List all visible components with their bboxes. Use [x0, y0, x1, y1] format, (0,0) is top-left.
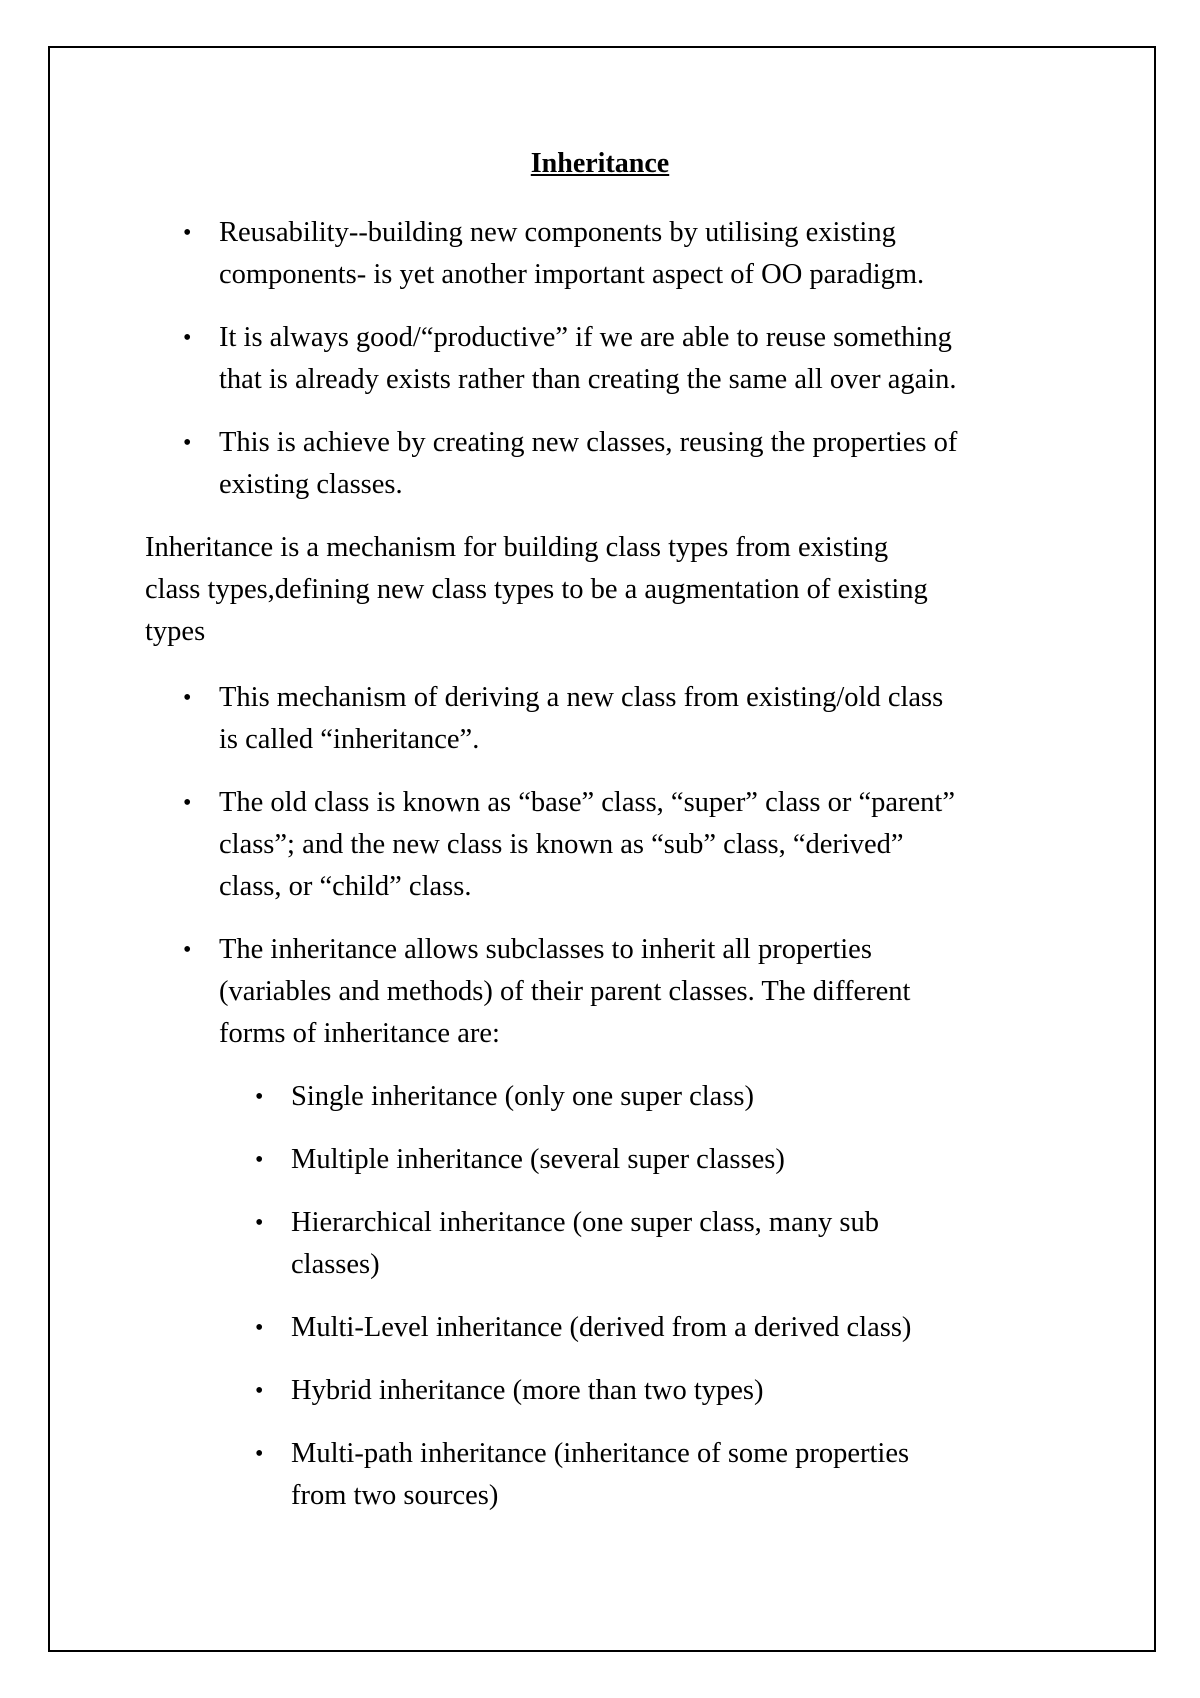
list-item	[183, 782, 1083, 908]
list-item-line: The inheritance allows subclasses to inherit all properties	[219, 934, 872, 965]
list-item-line: Reusability--building new components by utilising existing	[219, 217, 896, 248]
list-item-line: forms of inheritance are:	[219, 1018, 500, 1049]
paragraph-line: Inheritance is a mechanism for building class types from existing	[145, 532, 889, 563]
list-item	[183, 212, 1083, 296]
bullet-icon: •	[183, 325, 192, 351]
list-item-line: from two sources)	[291, 1480, 499, 1511]
list-item-line: classes)	[291, 1249, 380, 1280]
bullet-icon: •	[183, 220, 192, 246]
sub-list-item	[255, 1433, 1075, 1517]
bullet-icon: •	[183, 937, 192, 963]
list-item	[183, 929, 1083, 1055]
list-item-line: Single inheritance (only one super class)	[291, 1081, 754, 1112]
list-item-line: components- is yet another important aspect of OO paradigm.	[219, 259, 925, 290]
bullet-icon: •	[255, 1147, 264, 1173]
sub-list-item	[255, 1202, 1075, 1286]
list-item-line: Hierarchical inheritance (one super class, many sub	[291, 1207, 879, 1238]
list-item-line: that is already exists rather than creating the same all over again.	[219, 364, 957, 395]
list-item-line: The old class is known as “base” class, “super” class or “parent”	[219, 787, 955, 818]
sub-list-item	[255, 1307, 1075, 1349]
list-item	[183, 317, 1083, 401]
sub-list-item	[255, 1139, 1075, 1181]
definition-paragraph	[145, 527, 1095, 653]
paragraph-line: types	[145, 616, 206, 647]
list-item-line: This is achieve by creating new classes, reusing the properties of	[219, 427, 958, 458]
list-item-line: class”; and the new class is known as “sub” class, “derived”	[219, 829, 904, 860]
bullet-icon: •	[183, 790, 192, 816]
paragraph-line: class types,defining new class types to be a augmentation of existing	[145, 574, 928, 605]
list-item-line: Multi-path inheritance (inheritance of some properties	[291, 1438, 910, 1469]
list-item-line: (variables and methods) of their parent classes. The different	[219, 976, 911, 1007]
list-item-line: Multiple inheritance (several super classes)	[291, 1144, 785, 1175]
bullet-icon: •	[183, 430, 192, 456]
list-item-line: Hybrid inheritance (more than two types)	[291, 1375, 764, 1406]
list-item-line: existing classes.	[219, 469, 403, 500]
list-item-line: class, or “child” class.	[219, 871, 472, 902]
sub-list-item	[255, 1370, 1075, 1412]
list-item-line: is called “inheritance”.	[219, 724, 480, 755]
page-title: Inheritance	[530, 148, 670, 179]
bullet-icon: •	[255, 1378, 264, 1404]
bullet-icon: •	[255, 1441, 264, 1467]
list-item-line: Multi-Level inheritance (derived from a derived class)	[291, 1312, 912, 1343]
list-item-line: This mechanism of deriving a new class from existing/old class	[219, 682, 944, 713]
bullet-icon: •	[255, 1315, 264, 1341]
bullet-icon: •	[255, 1084, 264, 1110]
list-item-line: It is always good/“productive” if we are able to reuse something	[219, 322, 952, 353]
sub-list-item	[255, 1076, 1075, 1118]
bullet-icon: •	[255, 1210, 264, 1236]
list-item	[183, 422, 1083, 506]
list-item	[183, 677, 1083, 761]
bullet-icon: •	[183, 685, 192, 711]
